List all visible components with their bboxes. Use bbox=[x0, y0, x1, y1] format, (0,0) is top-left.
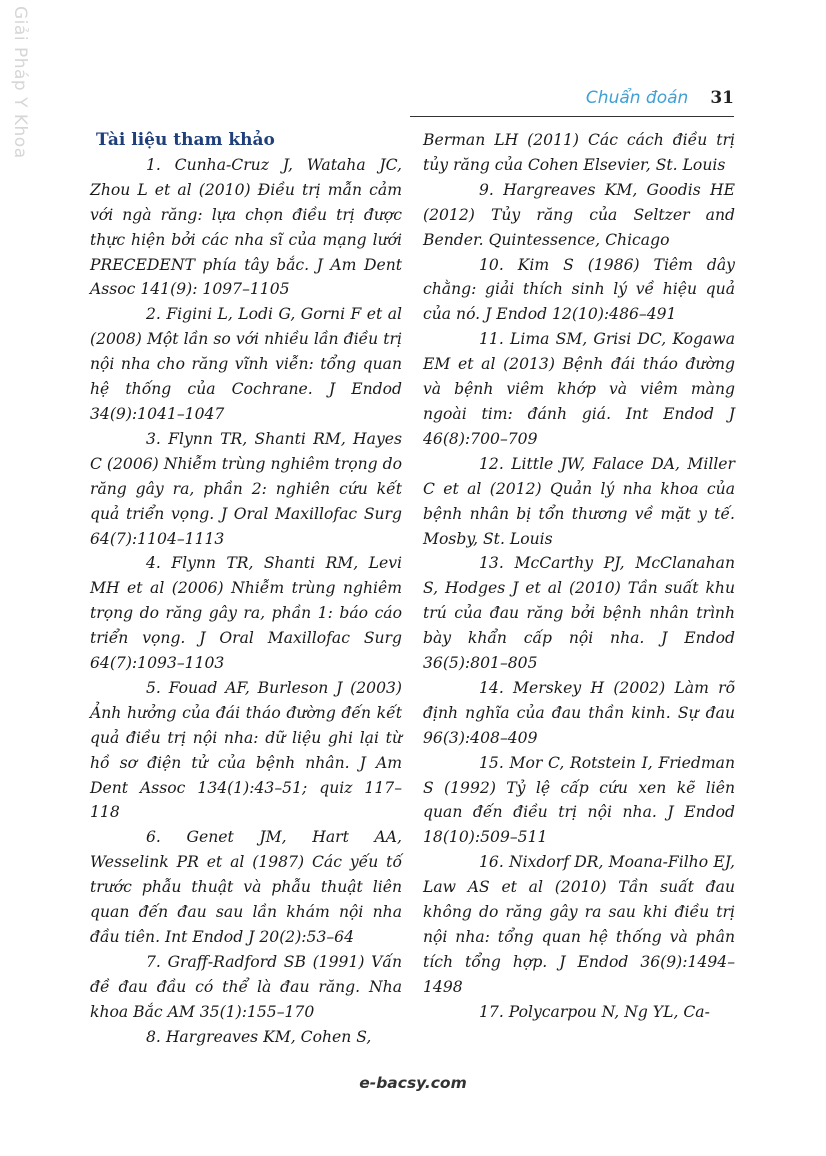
side-watermark-text: Giải Pháp Y Khoa bbox=[10, 6, 30, 159]
reference-item: 9. Hargreaves KM, Goodis HE (2012) Tủy răng của Seltzer and Bender. Quintessence, Chicago bbox=[423, 180, 735, 249]
page-number: 31 bbox=[710, 88, 734, 108]
left-column bbox=[90, 128, 402, 1050]
reference-item-continued: Berman LH (2011) Các cách điều trị tủy răng của Cohen Elsevier, St. Louis bbox=[423, 131, 735, 174]
reference-item: 7. Graff-Radford SB (1991) Vấn đề đau đầu có thể là đau răng. Nha khoa Bắc AM 35(1):155–170 bbox=[90, 952, 402, 1021]
reference-item: 8. Hargreaves KM, Cohen S, bbox=[146, 1027, 372, 1046]
footer-website: e-bacsy.com bbox=[359, 1074, 467, 1092]
reference-item: 4. Flynn TR, Shanti RM, Levi MH et al (2006) Nhiễm trùng nghiêm trọng do răng gây ra, phần 1: báo cáo triển vọng. J Oral Maxillofac Surg 64(7):1093–1103 bbox=[90, 554, 402, 673]
right-column bbox=[423, 128, 735, 1025]
reference-item: 16. Nixdorf DR, Moana-Filho EJ, Law AS et al (2010) Tần suất đau không do răng gây ra sau khi điều trị nội nha: tổng quan hệ thống và phân tích tổng hợp. J Endod 36(9):1494–1498 bbox=[423, 853, 735, 996]
reference-item: 2. Figini L, Lodi G, Gorni F et al (2008) Một lần so với nhiều lần điều trị nội nha cho răng vĩnh viễn: tổng quan hệ thống của Cochrane. J Endod 34(9):1041–1047 bbox=[90, 305, 402, 423]
reference-item: 17. Polycarpou N, Ng YL, Ca- bbox=[479, 1002, 710, 1021]
reference-item: 5. Fouad AF, Burleson J (2003) Ảnh hưởng của đái tháo đường đến kết quả điều trị nội nha: dữ liệu ghi lại từ hồ sơ điện tử của bệnh nhân. J Am Dent Assoc 134(1):43–51; quiz 117–118 bbox=[90, 678, 402, 822]
reference-item: 6. Genet JM, Hart AA, Wesselink PR et al (1987) Các yếu tố trước phẫu thuật và phẫu thuật liên quan đến đau sau lần khám nội nha đầu tiên. Int Endod J 20(2):53–64 bbox=[90, 828, 402, 946]
reference-item: 10. Kim S (1986) Tiêm dây chằng: giải thích sinh lý về hiệu quả của nó. J Endod 12(10):486–491 bbox=[423, 255, 735, 324]
references-heading: Tài liệu tham khảo bbox=[96, 130, 275, 150]
reference-item: 15. Mor C, Rotstein I, Friedman S (1992) Tỷ lệ cấp cứu xen kẽ liên quan đến điều trị nội nha. J Endod 18(10):509–511 bbox=[423, 753, 735, 847]
header-rule bbox=[410, 116, 734, 117]
page-header bbox=[586, 88, 734, 108]
header-section-title: Chuẩn đoán bbox=[585, 88, 689, 108]
reference-item: 14. Merskey H (2002) Làm rõ định nghĩa của đau thần kinh. Sự đau 96(3):408–409 bbox=[423, 678, 735, 747]
reference-item: 11. Lima SM, Grisi DC, Kogawa EM et al (2013) Bệnh đái tháo đường và bệnh viêm khớp và viêm màng ngoài tim: đánh giá. Int Endod J 46(8):700–709 bbox=[423, 330, 735, 448]
reference-item: 1. Cunha-Cruz J, Wataha JC, Zhou L et al (2010) Điều trị mẫn cảm với ngà răng: lựa chọn điều trị được thực hiện bởi các nha sĩ của mạng lưới PRECEDENT phía tây bắc. J Am Dent Assoc 141(9): 1097–1105 bbox=[90, 155, 402, 299]
reference-item: 13. McCarthy PJ, McClanahan S, Hodges J et al (2010) Tần suất khu trú của đau răng bởi bệnh nhân trình bày khẩn cấp nội nha. J Endod 36(5):801–805 bbox=[423, 554, 735, 673]
reference-item: 12. Little JW, Falace DA, Miller C et al (2012) Quản lý nha khoa của bệnh nhân bị tổn thương về mặt y tế. Mosby, St. Louis bbox=[423, 454, 735, 548]
reference-item: 3. Flynn TR, Shanti RM, Hayes C (2006) Nhiễm trùng nghiêm trọng do răng gây ra, phần 2: nghiên cứu kết quả triển vọng. J Oral Maxillofac Surg 64(7):1104–1113 bbox=[90, 429, 402, 548]
